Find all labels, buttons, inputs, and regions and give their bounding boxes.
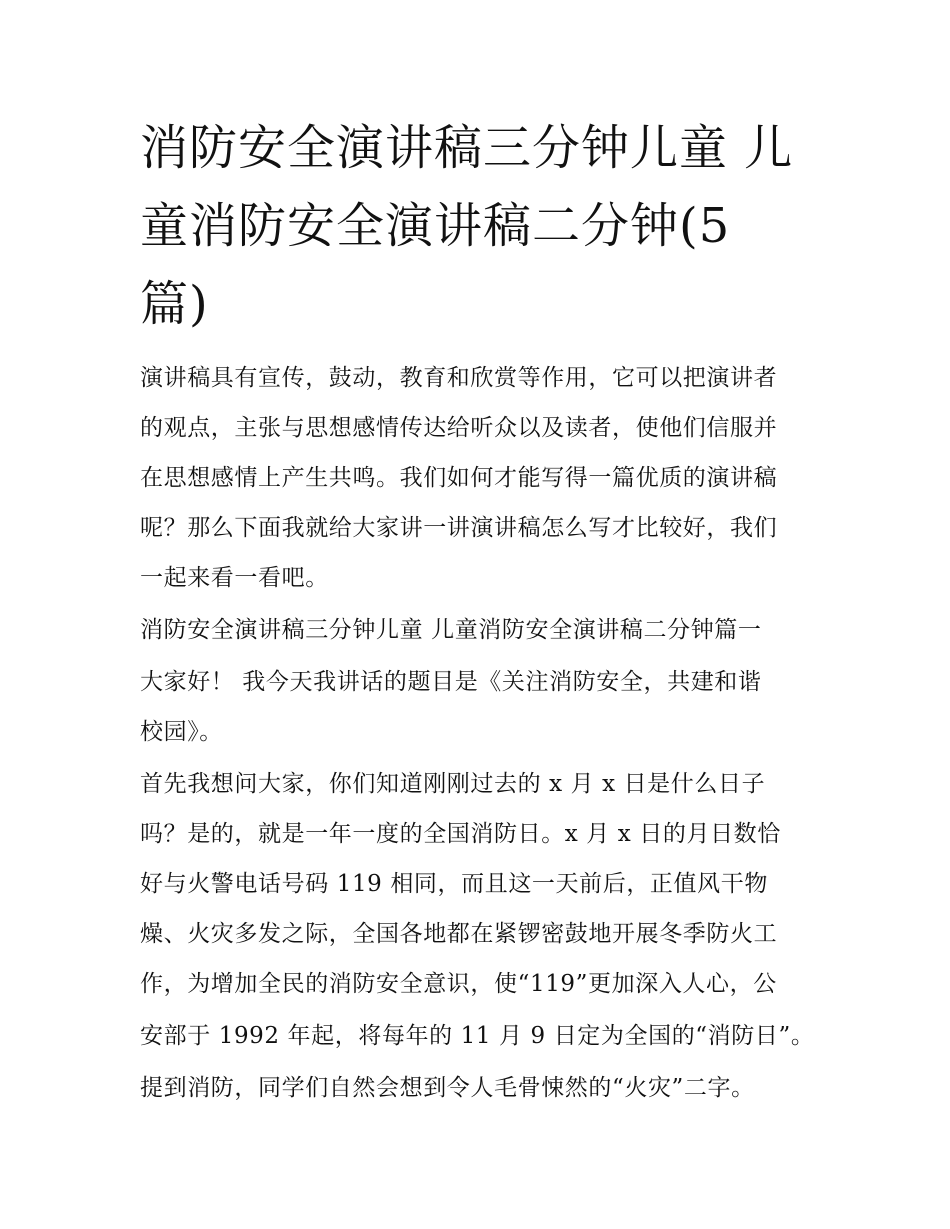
body-line: 燥、火灾多发之际，全国各地都在紧锣密鼓地开展冬季防火工 — [140, 921, 778, 947]
body-line: 提到消防，同学们自然会想到令人毛骨悚然的“火灾”二字。 — [140, 1075, 755, 1101]
body-line: 好与火警电话号码 119 相同，而且这一天前后，正值风干物 — [140, 871, 768, 897]
body-line: 作，为增加全民的消防安全意识，使“119”更加深入人心，公 — [140, 971, 777, 997]
body-line: 演讲稿具有宣传，鼓动，教育和欣赏等作用，它可以把演讲者 — [140, 365, 778, 391]
section-heading: 消防安全演讲稿三分钟儿童 儿童消防安全演讲稿二分钟篇一 — [140, 617, 762, 643]
document-title-line-3: 篇) — [140, 276, 209, 332]
body-line: 吗？是的，就是一年一度的全国消防日。x 月 x 日的月日数恰 — [140, 821, 781, 847]
body-line: 呢？那么下面我就给大家讲一讲演讲稿怎么写才比较好，我们 — [140, 515, 778, 541]
body-line: 的观点，主张与思想感情传达给听众以及读者，使他们信服并 — [140, 415, 778, 441]
document-title-line-2: 童消防安全演讲稿二分钟(5 — [140, 198, 731, 254]
body-line: 大家好！ 我今天我讲话的题目是《关注消防安全，共建和谐 — [140, 669, 762, 695]
body-line: 校园》。 — [140, 719, 223, 745]
body-line: 一起来看一看吧。 — [140, 565, 329, 591]
body-line: 安部于 1992 年起，将每年的 11 月 9 日定为全国的“消防日”。 — [140, 1023, 815, 1049]
body-line: 首先我想问大家，你们知道刚刚过去的 x 月 x 日是什么日子 — [140, 771, 766, 797]
body-line: 在思想感情上产生共鸣。我们如何才能写得一篇优质的演讲稿 — [140, 465, 778, 491]
document-title-line-1: 消防安全演讲稿三分钟儿童 儿 — [140, 120, 794, 176]
